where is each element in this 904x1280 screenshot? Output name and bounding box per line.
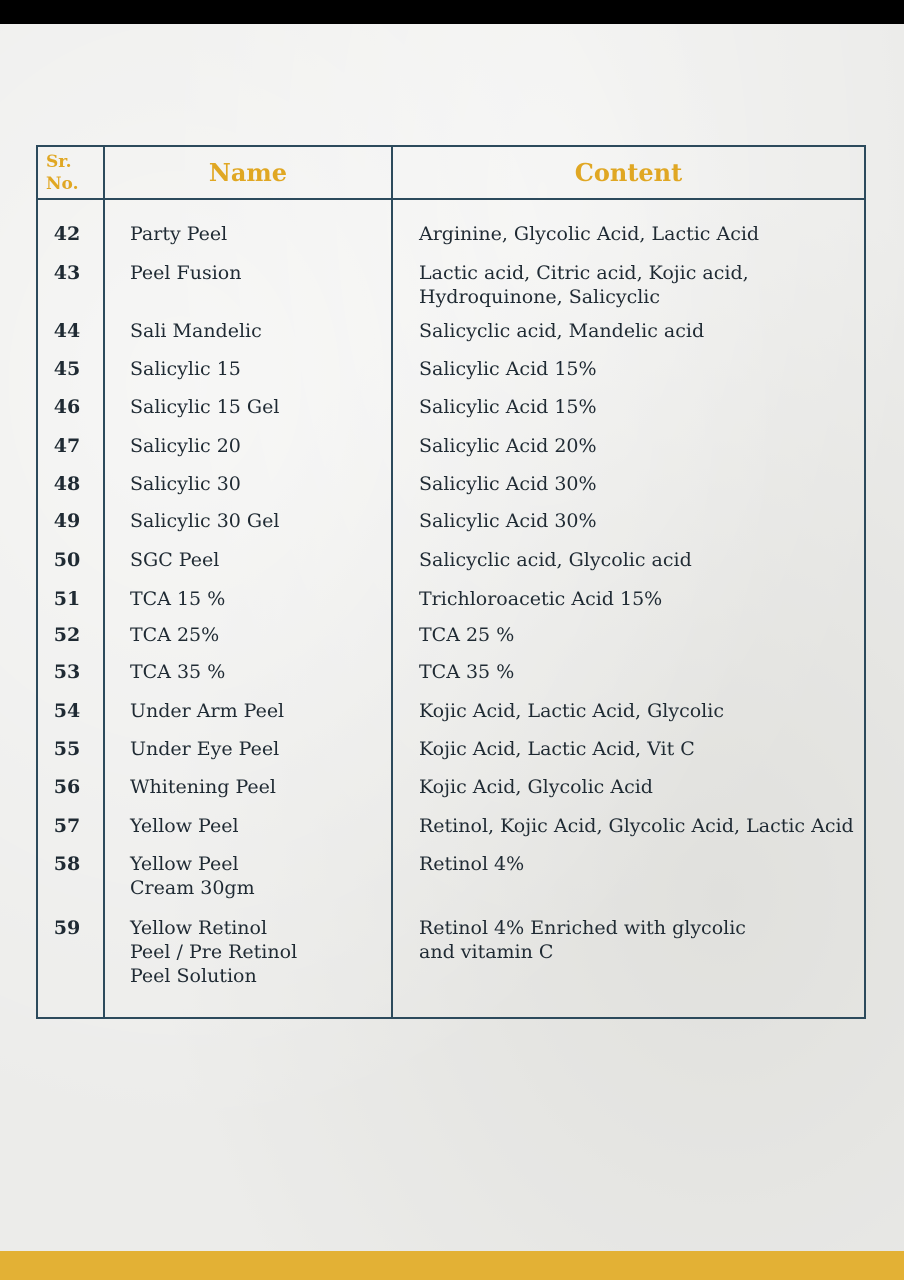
- row-content: Salicylic Acid 20%: [419, 435, 597, 457]
- row-content: Salicyclic acid, Glycolic acid: [419, 549, 692, 571]
- row-content: Trichloroacetic Acid 15%: [419, 588, 663, 610]
- row-name: Under Arm Peel: [130, 700, 285, 722]
- row-content: Lactic acid, Citric acid, Kojic acid, Hydroquinone, Salicyclic: [419, 262, 749, 308]
- row-content: Salicylic Acid 15%: [419, 396, 597, 418]
- row-name: Salicylic 15 Gel: [130, 396, 280, 418]
- top-bar: [0, 0, 904, 24]
- row-number: 58: [53, 853, 81, 875]
- row-number: 44: [53, 320, 81, 342]
- header-name: Name: [208, 158, 288, 187]
- row-name: Sali Mandelic: [130, 320, 262, 342]
- header-content: Content: [574, 158, 683, 187]
- row-content: Kojic Acid, Lactic Acid, Vit C: [419, 738, 695, 760]
- row-name: Salicylic 30: [130, 473, 241, 495]
- row-name: Yellow Retinol Peel / Pre Retinol Peel Solution: [130, 917, 298, 987]
- row-number: 59: [53, 917, 81, 939]
- header-divider: [38, 198, 864, 200]
- row-content: TCA 35 %: [419, 661, 515, 683]
- row-number: 54: [53, 700, 81, 722]
- row-name: TCA 15 %: [130, 588, 226, 610]
- row-number: 52: [53, 624, 81, 646]
- row-number: 46: [53, 396, 81, 418]
- row-name: TCA 35 %: [130, 661, 226, 683]
- row-content: Kojic Acid, Lactic Acid, Glycolic: [419, 700, 724, 722]
- header-sr-no: [46, 151, 100, 195]
- peel-table: [36, 145, 866, 1019]
- row-number: 57: [53, 815, 81, 837]
- row-content: Salicylic Acid 30%: [419, 473, 597, 495]
- row-number: 42: [53, 223, 81, 245]
- row-name: Peel Fusion: [130, 262, 242, 284]
- row-content: Salicylic Acid 15%: [419, 358, 597, 380]
- row-number: 51: [53, 588, 81, 610]
- header-sr-no-text: Sr. No.: [46, 152, 79, 194]
- row-name: TCA 25%: [130, 624, 220, 646]
- column-divider-name: [391, 147, 393, 1017]
- row-content: Retinol, Kojic Acid, Glycolic Acid, Lactic Acid: [419, 815, 854, 837]
- row-content: Arginine, Glycolic Acid, Lactic Acid: [419, 223, 760, 245]
- row-number: 55: [53, 738, 81, 760]
- bottom-bar: [0, 1251, 904, 1280]
- row-content: Kojic Acid, Glycolic Acid: [419, 776, 653, 798]
- row-name: Yellow Peel Cream 30gm: [130, 853, 255, 899]
- row-content: Salicyclic acid, Mandelic acid: [419, 320, 705, 342]
- row-name: Salicylic 15: [130, 358, 241, 380]
- row-content: TCA 25 %: [419, 624, 515, 646]
- column-divider-sr: [103, 147, 105, 1017]
- row-number: 53: [53, 661, 81, 683]
- row-number: 49: [53, 510, 81, 532]
- row-name: Yellow Peel: [130, 815, 239, 837]
- row-content: Retinol 4% Enriched with glycolic and vitamin C: [419, 917, 746, 963]
- row-name: Party Peel: [130, 223, 228, 245]
- row-name: Under Eye Peel: [130, 738, 280, 760]
- row-content: Retinol 4%: [419, 853, 525, 875]
- row-name: SGC Peel: [130, 549, 220, 571]
- row-number: 48: [53, 473, 81, 495]
- row-number: 56: [53, 776, 81, 798]
- row-number: 43: [53, 262, 81, 284]
- row-content: Salicylic Acid 30%: [419, 510, 597, 532]
- row-name: Salicylic 30 Gel: [130, 510, 280, 532]
- row-number: 45: [53, 358, 81, 380]
- row-name: Whitening Peel: [130, 776, 276, 798]
- row-number: 47: [53, 435, 81, 457]
- row-name: Salicylic 20: [130, 435, 241, 457]
- row-number: 50: [53, 549, 81, 571]
